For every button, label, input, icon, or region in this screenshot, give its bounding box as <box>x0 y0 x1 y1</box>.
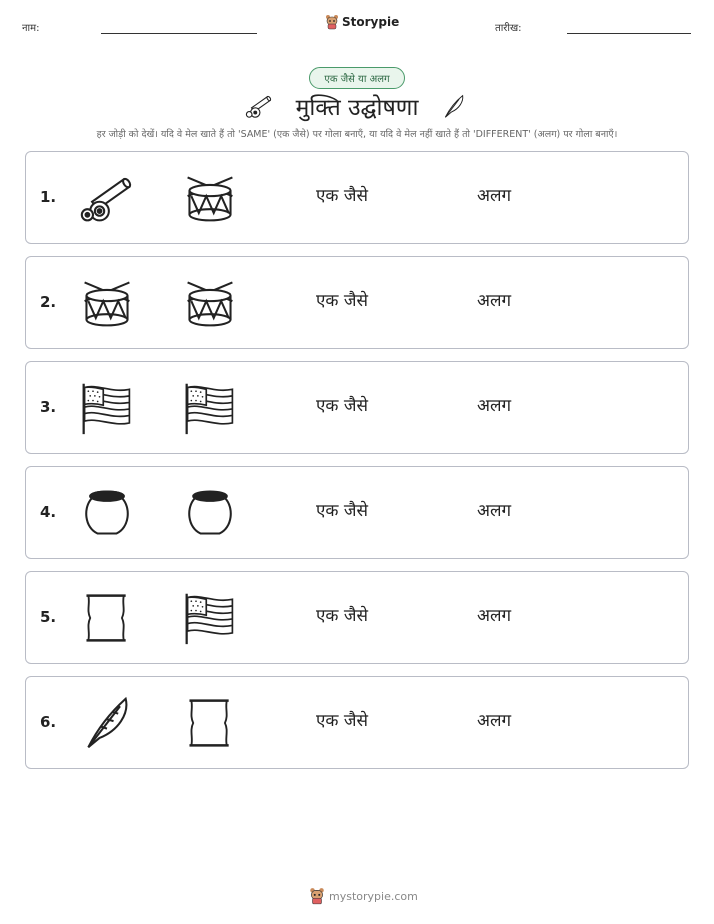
drum-icon <box>182 170 238 226</box>
question-card-6 <box>25 676 689 769</box>
scroll-icon <box>182 695 238 751</box>
quill-icon <box>441 89 467 123</box>
question-card-4 <box>25 466 689 559</box>
footer <box>309 887 418 905</box>
instructions: हर जोड़ी को देखें। यदि वे मेल खाते हैं तो 'SAME' (एक जैसे) पर गोला बनाएँ, या यदि वे मेल नहीं खाते हैं तो 'DIFFERENT' (अलग) पर गोला बनाएँ। <box>96 129 618 140</box>
worksheet-tag: एक जैसे या अलग <box>309 67 405 89</box>
different-option[interactable]: अलग <box>477 606 512 626</box>
same-option[interactable]: एक जैसे <box>316 606 368 626</box>
question-card-5 <box>25 571 689 664</box>
different-option[interactable]: अलग <box>477 186 512 206</box>
different-option[interactable]: अलग <box>477 291 512 311</box>
drum-icon <box>182 275 238 331</box>
date-line[interactable] <box>567 33 691 34</box>
brand-name: Storypie <box>342 15 400 29</box>
same-option[interactable]: एक जैसे <box>316 501 368 521</box>
question-number: 6. <box>40 713 57 731</box>
question-card-1 <box>25 151 689 244</box>
question-number: 3. <box>40 398 57 416</box>
same-option[interactable]: एक जैसे <box>316 396 368 416</box>
different-option[interactable]: अलग <box>477 711 512 731</box>
footer-site[interactable]: mystorypie.com <box>329 889 418 903</box>
flag-icon <box>182 380 238 436</box>
drum-icon <box>79 275 135 331</box>
pot-icon <box>182 485 238 541</box>
question-card-3 <box>25 361 689 454</box>
mascot-icon <box>309 887 325 905</box>
mascot-icon <box>325 14 339 30</box>
same-option[interactable]: एक जैसे <box>316 186 368 206</box>
cannon-icon <box>79 170 135 226</box>
same-option[interactable]: एक जैसे <box>316 711 368 731</box>
brand-logo <box>325 14 399 30</box>
pot-icon <box>79 485 135 541</box>
different-option[interactable]: अलग <box>477 501 512 521</box>
question-number: 2. <box>40 293 57 311</box>
name-label: नाम: <box>22 23 40 34</box>
question-number: 1. <box>40 188 57 206</box>
question-number: 5. <box>40 608 57 626</box>
different-option[interactable]: अलग <box>477 396 512 416</box>
question-number: 4. <box>40 503 57 521</box>
page-title: मुक्ति उद्घोषणा <box>295 95 419 121</box>
date-label: तारीख: <box>495 23 522 34</box>
same-option[interactable]: एक जैसे <box>316 291 368 311</box>
quill-icon <box>79 695 135 751</box>
flag-icon <box>182 590 238 646</box>
name-line[interactable] <box>101 33 257 34</box>
scroll-icon <box>79 590 135 646</box>
question-card-2 <box>25 256 689 349</box>
flag-icon <box>79 380 135 436</box>
